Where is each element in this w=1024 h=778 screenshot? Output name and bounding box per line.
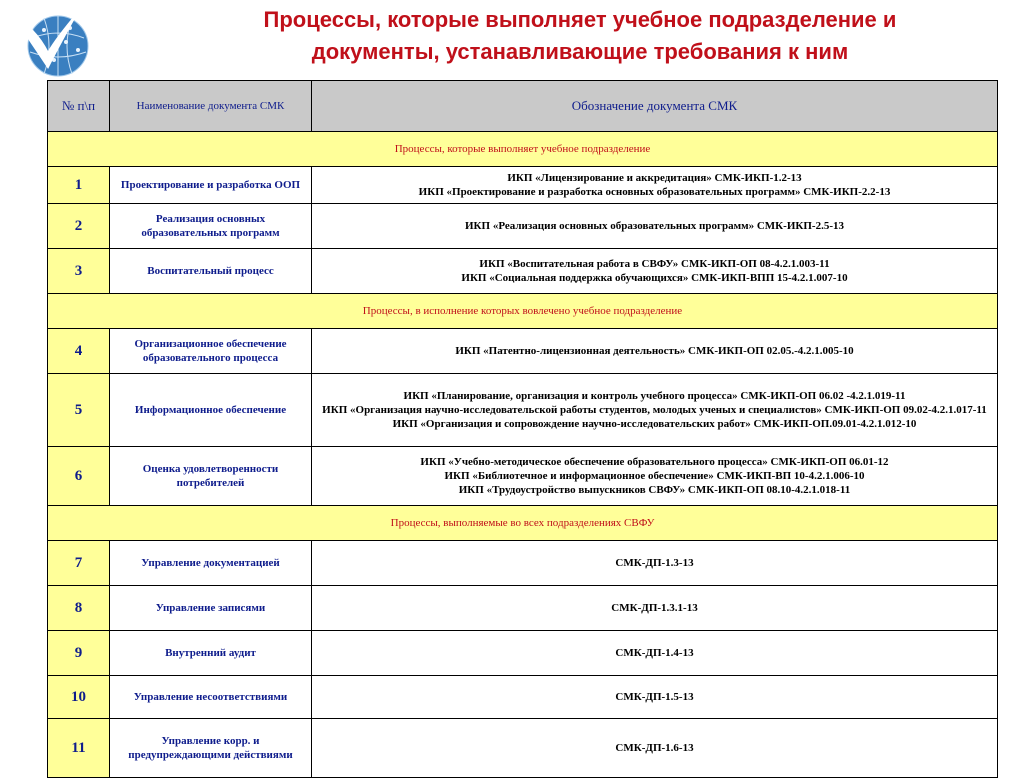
section-row (48, 132, 998, 167)
process-name: Управление несоответствиями (110, 676, 312, 719)
header-document-name: Наименование документа СМК (110, 81, 312, 132)
document-line: ИКП «Планирование, организация и контроль учебного процесса» СМК-ИКП-ОП 06.02 -4.2.1.019-11 (403, 390, 906, 402)
document-line: СМК-ДП-1.3.1-13 (611, 602, 698, 614)
process-name: Оценка удовлетворенности потребителей (110, 447, 312, 506)
section-title: Процессы, которые выполняет учебное подразделение (48, 132, 998, 167)
table-row (48, 676, 998, 719)
header-designation: Обозначение документа СМК (312, 81, 998, 132)
document-line: ИКП «Социальная поддержка обучающихся» СМК-ИКП-ВПП 15-4.2.1.007-10 (461, 272, 848, 284)
section-title: Процессы, выполняемые во всех подразделениях СВФУ (48, 506, 998, 541)
process-name: Управление документацией (110, 541, 312, 586)
title-line-1: Процессы, которые выполняет учебное подразделение и (263, 7, 897, 32)
row-number: 2 (48, 204, 110, 249)
documents-table (47, 80, 998, 778)
table-row (48, 586, 998, 631)
row-number: 8 (48, 586, 110, 631)
title-line-2: документы, устанавливающие требования к ним (311, 39, 849, 64)
table-row (48, 631, 998, 676)
table-row (48, 204, 998, 249)
document-designation (312, 631, 998, 676)
document-line: ИКП «Учебно-методическое обеспечение образовательного процесса» СМК-ИКП-ОП 06.01-12 (420, 456, 889, 468)
header-number: № п\п (48, 81, 110, 132)
row-number: 11 (48, 719, 110, 778)
document-designation (312, 447, 998, 506)
table-row (48, 167, 998, 204)
document-designation (312, 676, 998, 719)
process-name: Внутренний аудит (110, 631, 312, 676)
row-number: 9 (48, 631, 110, 676)
document-line: СМК-ДП-1.6-13 (615, 742, 694, 754)
document-designation (312, 586, 998, 631)
table-row (48, 329, 998, 374)
document-line: ИКП «Организация и сопровождение научно-исследовательских работ» СМК-ИКП-ОП.09.01-4.2.1.012-10 (392, 418, 917, 430)
table-row (48, 447, 998, 506)
process-name: Информационное обеспечение (110, 374, 312, 447)
document-designation (312, 329, 998, 374)
row-number: 7 (48, 541, 110, 586)
process-name: Управление корр. и предупреждающими действиями (110, 719, 312, 778)
row-number: 6 (48, 447, 110, 506)
document-line: ИКП «Реализация основных образовательных программ» СМК-ИКП-2.5-13 (464, 220, 844, 232)
university-logo (8, 8, 94, 78)
table-row (48, 374, 998, 447)
document-line: СМК-ДП-1.5-13 (615, 691, 694, 703)
document-designation (312, 374, 998, 447)
row-number: 3 (48, 249, 110, 294)
document-line: ИКП «Трудоустройство выпускников СВФУ» СМК-ИКП-ОП 08.10-4.2.1.018-11 (458, 484, 851, 496)
section-row (48, 506, 998, 541)
row-number: 1 (48, 167, 110, 204)
document-line: СМК-ДП-1.4-13 (615, 647, 694, 659)
section-row (48, 294, 998, 329)
document-designation (312, 167, 998, 204)
table-header-row (48, 81, 998, 132)
row-number: 10 (48, 676, 110, 719)
process-name: Реализация основных образовательных программ (110, 204, 312, 249)
table-row (48, 249, 998, 294)
process-name: Проектирование и разработка ООП (110, 167, 312, 204)
document-line: ИКП «Проектирование и разработка основных образовательных программ» СМК-ИКП-2.2-13 (418, 186, 891, 198)
document-line: ИКП «Лицензирование и аккредитация» СМК-ИКП-1.2-13 (507, 172, 802, 184)
process-name: Управление записями (110, 586, 312, 631)
document-designation (312, 719, 998, 778)
table-row (48, 541, 998, 586)
row-number: 4 (48, 329, 110, 374)
process-name: Воспитательный процесс (110, 249, 312, 294)
document-line: СМК-ДП-1.3-13 (615, 557, 694, 569)
document-designation (312, 204, 998, 249)
document-designation (312, 541, 998, 586)
page-title (180, 4, 980, 68)
process-name: Организационное обеспечение образовательного процесса (110, 329, 312, 374)
document-line: ИКП «Организация научно-исследовательской работы студентов, молодых ученых и специалистов» СМК-ИКП-ОП 09.02-4.2.1.017-11 (322, 404, 987, 416)
document-designation (312, 249, 998, 294)
row-number: 5 (48, 374, 110, 447)
document-line: ИКП «Воспитательная работа в СВФУ» СМК-ИКП-ОП 08-4.2.1.003-11 (479, 258, 830, 270)
document-line: ИКП «Библиотечное и информационное обеспечение» СМК-ИКП-ВП 10-4.2.1.006-10 (444, 470, 865, 482)
document-line: ИКП «Патентно-лицензионная деятельность» СМК-ИКП-ОП 02.05.-4.2.1.005-10 (455, 345, 854, 357)
table-row (48, 719, 998, 778)
section-title: Процессы, в исполнение которых вовлечено учебное подразделение (48, 294, 998, 329)
